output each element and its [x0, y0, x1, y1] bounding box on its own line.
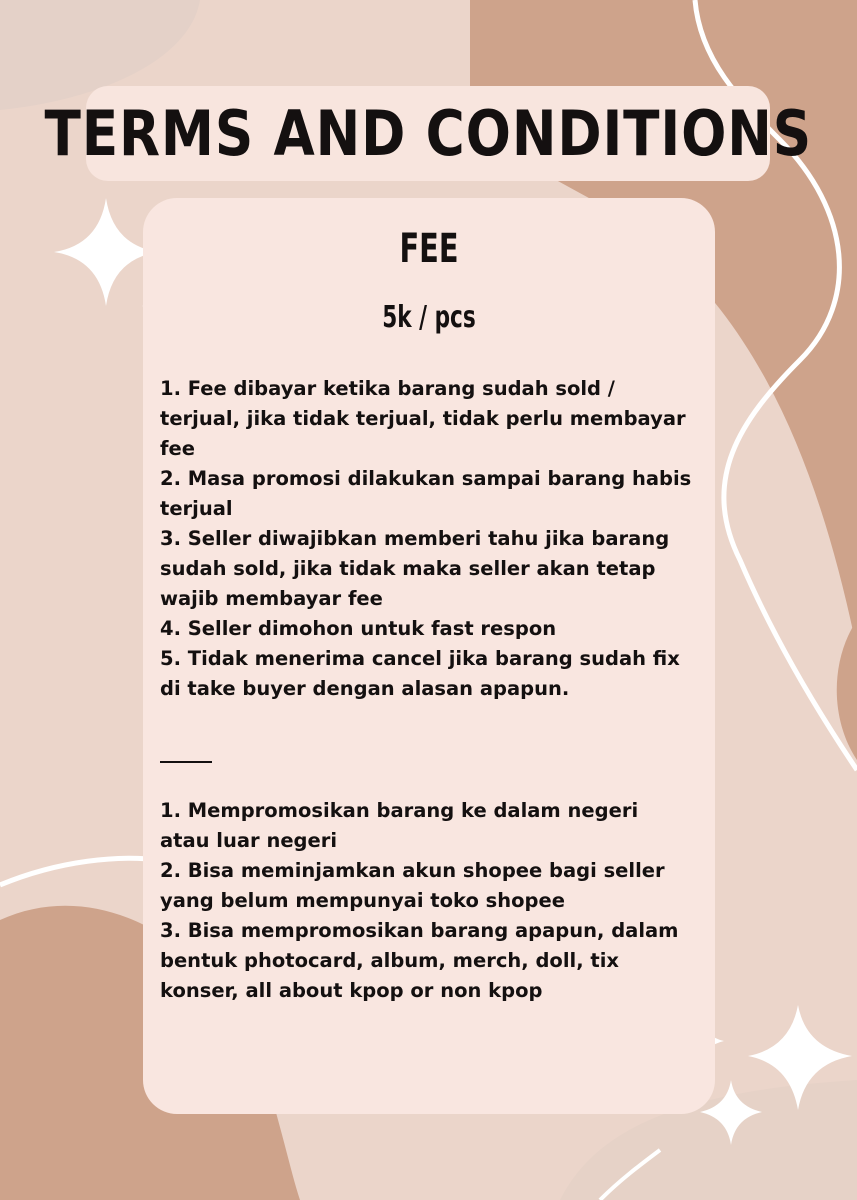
right-edge-blob	[837, 620, 857, 760]
list-item: 1. Fee dibayar ketika barang sudah sold / terjual, jika tidak terjual, tidak perlu membayar fee	[160, 377, 686, 460]
list-item: 3. Seller diwajibkan memberi tahu jika barang sudah sold, jika tidak maka seller akan tetap wajib membayar fee	[160, 527, 670, 610]
fee-heading: FEE	[399, 226, 459, 272]
page-title: TERMS AND CONDITIONS	[44, 97, 812, 170]
terms-list	[160, 374, 693, 704]
list-item: 2. Bisa meminjamkan akun shopee bagi seller yang belum mempunyai toko shopee	[160, 859, 665, 912]
list-item: 2. Masa promosi dilakukan sampai barang habis terjual	[160, 467, 692, 520]
section-divider	[160, 761, 212, 763]
list-item: 1. Mempromosikan barang ke dalam negeri atau luar negeri	[160, 799, 639, 852]
title-banner	[44, 86, 812, 181]
list-item: 4. Seller dimohon untuk fast respon	[160, 617, 557, 640]
list-item: 3. Bisa mempromosikan barang apapun, dalam bentuk photocard, album, merch, doll, tix konser, all about kpop or non kpop	[160, 919, 679, 1002]
terms-card	[143, 198, 715, 1114]
curve-line-bottom	[0, 858, 160, 885]
fee-price: 5k / pcs	[382, 300, 476, 335]
list-item: 5. Tidak menerima cancel jika barang sudah fix di take buyer dengan alasan apapun.	[160, 647, 680, 700]
benefits-list	[160, 796, 693, 1006]
